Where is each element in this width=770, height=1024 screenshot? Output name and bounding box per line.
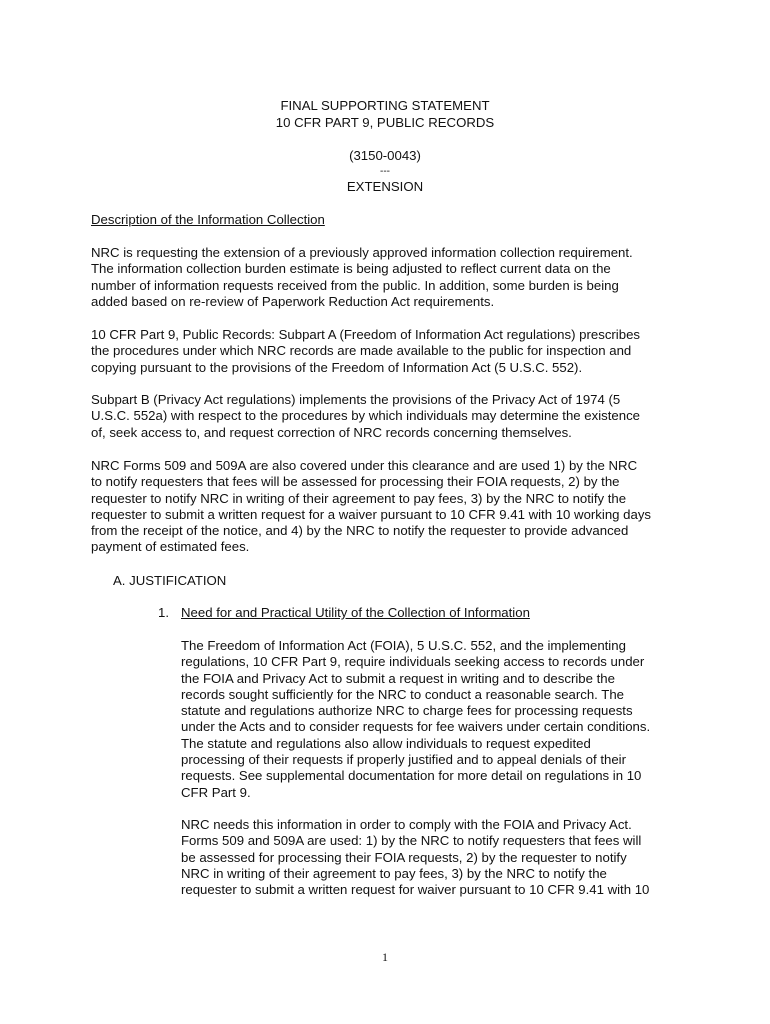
text-line: from the receipt of the notice, and 4) by the NRC to notify the requester to provide advanced [91,523,629,539]
text-line: NRC needs this information in order to comply with the FOIA and Privacy Act. [181,817,632,832]
text-line: payment of estimated fees. [91,539,250,555]
text-line: number of information requests received from the public. In addition, some burden is being [91,277,619,293]
page-number: 1 [382,950,388,964]
description-section [91,212,325,228]
title-line-2: 10 CFR PART 9, PUBLIC RECORDS [275,114,495,130]
text-line: under the Acts and to consider requests for fee waivers under certain conditions. [181,719,651,735]
paragraph-4 [91,458,651,556]
text-line: the FOIA and Privacy Act to submit a request in writing and to describe the [181,670,615,686]
text-line: be assessed for processing their FOIA requests, 2) by the requester to notify [181,849,627,865]
text-line: Subpart B (Privacy Act regulations) implements the provisions of the Privacy Act of 1974 (5 [91,392,621,407]
item-1-heading [181,605,530,621]
text-line: to notify requesters that fees will be assessed for processing their FOIA requests, 2) by the [91,474,620,490]
text-line: records sought sufficiently for the NRC to conduct a reasonable search. The [181,686,624,702]
item-1-number [158,605,169,621]
text-line: U.S.C. 552a) with respect to the procedures by which individuals may determine the existence [91,408,641,424]
text-line: NRC Forms 509 and 509A are also covered under this clearance and are used 1) by the NRC [91,458,638,473]
title-sub-block [0,148,770,195]
text-line: requests. See supplemental documentation for more detail on regulations in 10 [181,768,642,784]
justification-section [113,573,226,589]
omb-number: (3150-0043) [349,148,421,163]
title-line-1: FINAL SUPPORTING STATEMENT [280,98,490,113]
section-heading-justification: A. JUSTIFICATION [113,573,227,588]
text-line: requester to submit a written request for a waiver pursuant to 10 CFR 9.41 with 10 working days [91,506,652,522]
item-1-paragraph-2 [181,817,649,898]
subsection-heading-need-utility: Need for and Practical Utility of the Collection of Information [181,605,530,620]
text-line: The statute and regulations also allow individuals to request expedited [181,735,591,751]
text-line: added based on re-review of Paperwork Reduction Act requirements. [91,293,495,309]
submission-type: EXTENSION [346,178,424,194]
item-1-paragraph-1 [181,638,650,801]
text-line: NRC is requesting the extension of a previously approved information collection requirement. [91,245,633,260]
text-line: The Freedom of Information Act (FOIA), 5 U.S.C. 552, and the implementing [181,638,626,653]
paragraph-3 [91,392,640,441]
paragraph-2 [91,327,640,376]
text-line: requester to submit a written request for waiver pursuant to 10 CFR 9.41 with 10 [181,882,650,898]
text-line: regulations, 10 CFR Part 9, require individuals seeking access to records under [181,654,645,670]
text-line: requester to notify NRC in writing of their agreement to pay fees, 3) by the NRC to notify the [91,490,627,506]
title-separator: --- [380,165,390,177]
text-line: The information collection burden estimate is being adjusted to reflect current data on the [91,261,611,277]
document-title [0,98,770,131]
text-line: the procedures under which NRC records are made available to the public for inspection and [91,343,632,359]
text-line: 10 CFR Part 9, Public Records: Subpart A (Freedom of Information Act regulations) prescribes [91,327,640,342]
list-number: 1. [158,605,169,620]
text-line: NRC in writing of their agreement to pay fees, 3) by the NRC to notify the [181,865,607,881]
text-line: statute and regulations authorize NRC to charge fees for processing requests [181,703,633,719]
text-line: of, seek access to, and request correction of NRC records concerning themselves. [91,424,572,440]
paragraph-1 [91,245,633,310]
text-line: CFR Part 9. [181,784,251,800]
text-line: Forms 509 and 509A are used: 1) by the NRC to notify requesters that fees will [181,833,642,849]
text-line: copying pursuant to the provisions of the Freedom of Information Act (5 U.S.C. 552). [91,359,583,375]
text-line: processing of their requests if properly justified and to appeal denials of their [181,752,626,768]
section-heading-description: Description of the Information Collection [91,212,325,227]
